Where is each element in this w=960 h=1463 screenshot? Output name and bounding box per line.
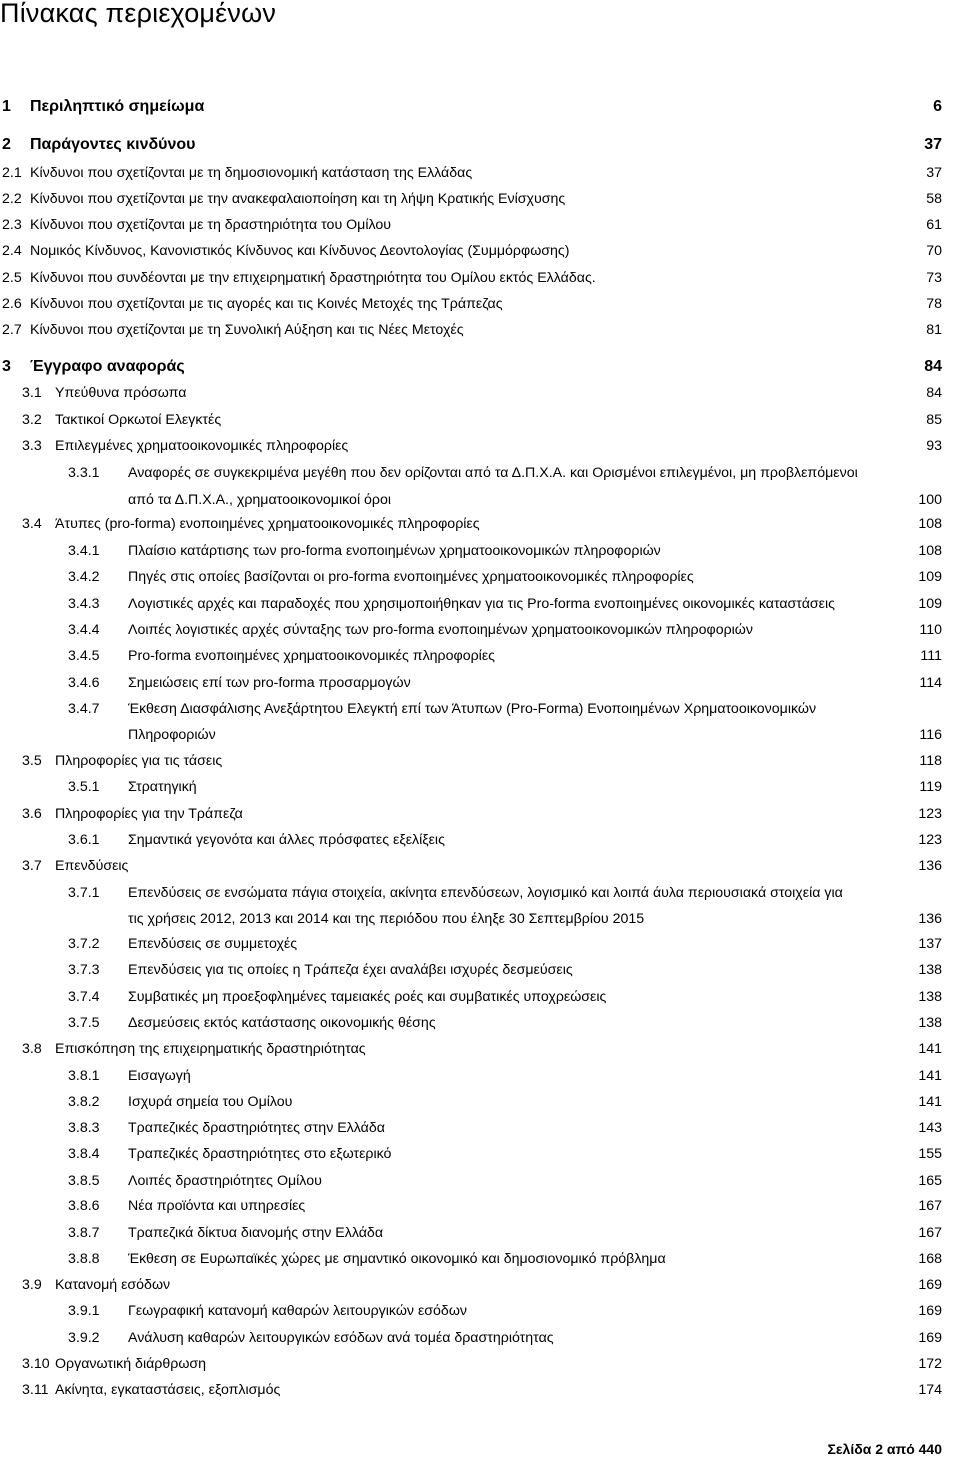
toc-entry[interactable] (0, 542, 960, 564)
toc-entry-title-continued: Πληροφοριών (128, 727, 216, 743)
toc-entry-title: Επιλεγμένες χρηματοοικονομικές πληροφορίες (55, 438, 349, 454)
toc-entry-number: 2.5 (2, 270, 22, 286)
toc-entry-title: Pro-forma ενοποιημένες χρηματοοικονομικές πληροφορίες (128, 648, 495, 664)
toc-entry-title: Νέα προϊόντα και υπηρεσίες (128, 1198, 306, 1214)
toc-entry-number: 3.5 (22, 753, 42, 769)
toc-entry-page-number: 100 (918, 492, 942, 508)
toc-entry[interactable] (0, 700, 960, 722)
toc-entry-number: 2.4 (2, 243, 22, 259)
toc-entry[interactable] (0, 242, 960, 264)
toc-entry-title: Λοιπές λογιστικές αρχές σύνταξης των pro-forma ενοποιημένων χρηματοοικονομικών πληροφοριών (128, 622, 753, 638)
toc-entry[interactable] (0, 437, 960, 459)
toc-entry-title: Επενδύσεις σε συμμετοχές (128, 936, 298, 952)
toc-entry-title: Αναφορές σε συγκεκριμένα μεγέθη που δεν ορίζονται από τα Δ.Π.Χ.Α. και Ορισμένοι επιλεγμένοι, μη προβλεπόμενοι (128, 465, 858, 481)
toc-entry-title: Κίνδυνοι που σχετίζονται με την ανακεφαλαιοποίηση και τη λήψη Κρατικής Ενίσχυσης (30, 191, 566, 207)
toc-entry[interactable] (0, 358, 960, 380)
toc-entry-title-continued: από τα Δ.Π.Χ.Α., χρηματοοικονομικοί όροι (128, 492, 392, 508)
toc-entry[interactable] (0, 647, 960, 669)
toc-entry-number: 2.2 (2, 191, 22, 207)
toc-entry-page-number: 111 (920, 648, 942, 664)
toc-entry-page-number: 165 (918, 1173, 942, 1189)
toc-entry-page-number: 58 (926, 191, 942, 207)
toc-entry[interactable] (0, 1224, 960, 1246)
toc-entry-number: 3.8 (22, 1041, 42, 1057)
toc-entry-title: Επενδύσεις (55, 858, 129, 874)
toc-entry-page-number: 155 (918, 1146, 942, 1162)
toc-entry-number: 3.4.1 (68, 543, 100, 559)
toc-entry-number: 3.4.2 (68, 569, 100, 585)
toc-entry-number: 3.4.4 (68, 622, 100, 638)
toc-entry-title: Τακτικοί Ορκωτοί Ελεγκτές (55, 412, 222, 428)
toc-entry-title: Επενδύσεις σε ενσώματα πάγια στοιχεία, ακίνητα επενδύσεων, λογισμικό και λοιπά άυλα περιουσιακά στοιχεία για (128, 885, 843, 901)
toc-entry-number: 3.6.1 (68, 832, 100, 848)
toc-entry-number: 2 (2, 136, 11, 153)
toc-entry-title: Επισκόπηση της επιχειρηματικής δραστηριότητας (55, 1041, 366, 1057)
toc-entry[interactable] (0, 321, 960, 343)
toc-entry-number: 2.6 (2, 296, 22, 312)
toc-entry-number: 3.8.5 (68, 1173, 100, 1189)
toc-entry-page-number: 84 (926, 385, 942, 401)
toc-entry-page-number: 108 (918, 543, 942, 559)
toc-entry[interactable] (0, 831, 960, 853)
toc-entry-title: Γεωγραφική κατανομή καθαρών λειτουργικών εσόδων (128, 1303, 467, 1319)
toc-entry[interactable] (0, 1250, 960, 1272)
toc-entry[interactable] (0, 1014, 960, 1036)
toc-entry-page-number: 138 (918, 962, 942, 978)
toc-entry-title: Κατανομή εσόδων (55, 1277, 171, 1293)
toc-entry-page-number: 138 (918, 1015, 942, 1031)
toc-entry[interactable] (0, 621, 960, 643)
toc-entry[interactable] (0, 1329, 960, 1351)
toc-entry-page-number: 6 (933, 98, 942, 115)
toc-entry[interactable] (0, 1355, 960, 1377)
toc-entry-title: Ανάλυση καθαρών λειτουργικών εσόδων ανά τομέα δραστηριότητας (128, 1330, 554, 1346)
toc-entry-number: 2.7 (2, 322, 22, 338)
toc-entry-page-number: 141 (918, 1094, 942, 1110)
toc-entry-number: 3.4 (22, 516, 42, 532)
toc-entry-title: Λογιστικές αρχές και παραδοχές που χρησιμοποιήθηκαν για τις Pro-forma ενοποιημένες οικονομικές καταστάσεις (128, 596, 835, 612)
toc-entry[interactable] (0, 1302, 960, 1324)
toc-entry-page-number: 169 (918, 1303, 942, 1319)
toc-entry-title-continued: τις χρήσεις 2012, 2013 και 2014 και της περιόδου που έληξε 30 Σεπτεμβρίου 2015 (128, 911, 645, 927)
toc-entry-number: 3.2 (22, 412, 42, 428)
toc-entry-title: Κίνδυνοι που σχετίζονται με τις αγορές και τις Κοινές Μετοχές της Τράπεζας (30, 296, 503, 312)
toc-entry-page-number: 70 (926, 243, 942, 259)
toc-entry-number: 3.9.2 (68, 1330, 100, 1346)
toc-entry-page-number: 84 (924, 358, 942, 375)
toc-entry-title: Κίνδυνοι που σχετίζονται με τη δραστηριότητα του Ομίλου (30, 217, 392, 233)
toc-entry-title: Νομικός Κίνδυνος, Κανονιστικός Κίνδυνος και Κίνδυνος Δεοντολογίας (Συμμόρφωσης) (30, 243, 570, 259)
toc-entry[interactable] (0, 136, 960, 158)
toc-entry[interactable] (0, 411, 960, 433)
toc-entry[interactable] (0, 190, 960, 212)
toc-entry-title: Λοιπές δραστηριότητες Ομίλου (128, 1173, 322, 1189)
toc-entry[interactable] (0, 98, 960, 120)
toc-entry-page-number: 141 (918, 1041, 942, 1057)
toc-entry-title: Περιληπτικό σημείωμα (30, 98, 205, 115)
toc-entry-page-number: 143 (918, 1120, 942, 1136)
toc-entry[interactable] (0, 674, 960, 696)
toc-entry-number: 3.8.3 (68, 1120, 100, 1136)
toc-entry-title: Ακίνητα, εγκαταστάσεις, εξοπλισμός (55, 1382, 281, 1398)
toc-entry-title: Επενδύσεις για τις οποίες η Τράπεζα έχει αναλάβει ισχυρές δεσμεύσεις (128, 962, 573, 978)
toc-entry[interactable] (0, 164, 960, 186)
toc-entry[interactable] (0, 752, 960, 774)
toc-entry-page-number: 138 (918, 989, 942, 1005)
toc-entry-title: Τραπεζικές δραστηριότητες στο εξωτερικό (128, 1146, 392, 1162)
toc-entry-page-number: 108 (918, 516, 942, 532)
toc-entry-title: Κίνδυνοι που σχετίζονται με τη δημοσιονομική κατάσταση της Ελλάδας (30, 165, 473, 181)
toc-entry-title: Σημαντικά γεγονότα και άλλες πρόσφατες εξελίξεις (128, 832, 445, 848)
toc-entry[interactable] (0, 961, 960, 983)
toc-entry[interactable] (0, 1093, 960, 1115)
toc-entry[interactable] (0, 805, 960, 827)
toc-entry-number: 3.7.3 (68, 962, 100, 978)
toc-entry-title: Τραπεζικά δίκτυα διανομής στην Ελλάδα (128, 1225, 384, 1241)
toc-entry[interactable] (0, 515, 960, 537)
toc-entry[interactable] (0, 384, 960, 406)
toc-entry-title: Τραπεζικές δραστηριότητες στην Ελλάδα (128, 1120, 385, 1136)
toc-entry-number: 3.7.5 (68, 1015, 100, 1031)
toc-entry-page-number: 109 (918, 569, 942, 585)
toc-entry-number: 3.7.1 (68, 885, 100, 901)
toc-entry[interactable] (0, 1119, 960, 1141)
toc-entry-title: Άτυπες (pro-forma) ενοποιημένες χρηματοοικονομικές πληροφορίες (55, 516, 480, 532)
toc-entry-number: 3.8.8 (68, 1251, 100, 1267)
toc-entry-page-number: 168 (918, 1251, 942, 1267)
toc-entry-title: Οργανωτική διάρθρωση (55, 1356, 207, 1372)
toc-entry-number: 3.8.4 (68, 1146, 100, 1162)
toc-entry-number: 3.3 (22, 438, 42, 454)
toc-entry-title: Παράγοντες κινδύνου (30, 136, 196, 153)
toc-entry[interactable] (0, 778, 960, 800)
page-footer: Σελίδα 2 από 440 (827, 1441, 942, 1457)
toc-entry-number: 3.3.1 (68, 465, 100, 481)
toc-entry-number: 3.7.2 (68, 936, 100, 952)
toc-entry-title: Έκθεση σε Ευρωπαϊκές χώρες με σημαντικό οικονομικό και δημοσιονομικό πρόβλημα (128, 1251, 666, 1267)
toc-entry-number: 3.9 (22, 1277, 42, 1293)
toc-entry[interactable] (0, 935, 960, 957)
toc-entry-number: 3.8.1 (68, 1068, 100, 1084)
toc-entry-continuation[interactable] (0, 491, 960, 513)
toc-entry-title: Κίνδυνοι που σχετίζονται με τη Συνολική Αύξηση και τις Νέες Μετοχές (30, 322, 464, 338)
toc-entry[interactable] (0, 1172, 960, 1194)
toc-entry-title: Πληροφορίες για την Τράπεζα (55, 806, 243, 822)
toc-entry-page-number: 116 (919, 727, 942, 743)
toc-entry-number: 3.7 (22, 858, 42, 874)
toc-entry-page-number: 109 (918, 596, 942, 612)
toc-entry-page-number: 118 (919, 753, 942, 769)
toc-entry-number: 2.3 (2, 217, 22, 233)
toc-entry-page-number: 93 (926, 438, 942, 454)
toc-entry-page-number: 141 (918, 1068, 942, 1084)
toc-entry[interactable] (0, 1040, 960, 1062)
toc-entry-page-number: 137 (918, 936, 942, 952)
toc-entry-number: 3.8.2 (68, 1094, 100, 1110)
toc-entry[interactable] (0, 464, 960, 486)
toc-entry-page-number: 174 (918, 1382, 942, 1398)
toc-entry-number: 2.1 (2, 165, 22, 181)
toc-entry-title: Έκθεση Διασφάλισης Ανεξάρτητου Ελεγκτή επί των Άτυπων (Pro-Forma) Ενοποιημένων Χρηματοοικονομικών (128, 701, 817, 717)
toc-entry-number: 1 (2, 98, 11, 115)
toc-entry-number: 3.4.7 (68, 701, 100, 717)
toc-entry-number: 3.7.4 (68, 989, 100, 1005)
toc-entry-title: Υπεύθυνα πρόσωπα (55, 385, 187, 401)
toc-entry[interactable] (0, 295, 960, 317)
toc-entry-number: 3.9.1 (68, 1303, 100, 1319)
toc-entry-page-number: 169 (918, 1330, 942, 1346)
toc-entry-number: 3.4.5 (68, 648, 100, 664)
toc-entry[interactable] (0, 1381, 960, 1403)
toc-entry[interactable] (0, 988, 960, 1010)
toc-entry-title: Δεσμεύσεις εκτός κατάστασης οικονομικής θέσης (128, 1015, 436, 1031)
toc-entry[interactable] (0, 884, 960, 906)
toc-entry-page-number: 73 (926, 270, 942, 286)
toc-entry-number: 3.11 (22, 1382, 49, 1398)
toc-entry-page-number: 169 (918, 1277, 942, 1293)
toc-entry-number: 3.4.6 (68, 675, 100, 691)
toc-entry-title: Ισχυρά σημεία του Ομίλου (128, 1094, 293, 1110)
toc-entry[interactable] (0, 568, 960, 590)
toc-entry-number: 3.6 (22, 806, 42, 822)
toc-entry-number: 3.8.7 (68, 1225, 100, 1241)
page-title: Πίνακας περιεχομένων (0, 0, 277, 28)
toc-entry[interactable] (0, 1276, 960, 1298)
toc-entry-page-number: 119 (919, 779, 942, 795)
toc-entry-continuation[interactable] (0, 910, 960, 932)
toc-entry-page-number: 167 (918, 1225, 942, 1241)
toc-entry-title: Πλαίσιο κατάρτισης των pro-forma ενοποιημένων χρηματοοικονομικών πληροφοριών (128, 543, 661, 559)
toc-entry-title: Εισαγωγή (128, 1068, 191, 1084)
toc-entry[interactable] (0, 1067, 960, 1089)
toc-entry-page-number: 110 (919, 622, 942, 638)
toc-entry-number: 3 (2, 358, 11, 375)
toc-entry-title: Πηγές στις οποίες βασίζονται οι pro-forma ενοποιημένες χρηματοοικονομικές πληροφορίες (128, 569, 694, 585)
toc-entry-title: Στρατηγική (128, 779, 197, 795)
toc-entry-page-number: 123 (918, 806, 942, 822)
toc-entry[interactable] (0, 595, 960, 617)
toc-entry-title: Έγγραφο αναφοράς (30, 358, 185, 375)
toc-entry-number: 3.1 (22, 385, 42, 401)
toc-entry-number: 3.5.1 (68, 779, 100, 795)
toc-entry[interactable] (0, 1145, 960, 1167)
toc-entry-page-number: 37 (926, 165, 942, 181)
toc-entry-number: 3.4.3 (68, 596, 100, 612)
toc-entry[interactable] (0, 857, 960, 879)
toc-entry-page-number: 37 (924, 136, 942, 153)
toc-entry-number: 3.8.6 (68, 1198, 100, 1214)
toc-entry-page-number: 136 (918, 858, 942, 874)
toc-entry-number: 3.10 (22, 1356, 50, 1372)
toc-entry[interactable] (0, 269, 960, 291)
toc-entry-continuation[interactable] (0, 726, 960, 748)
toc-entry-page-number: 123 (918, 832, 942, 848)
toc-entry-page-number: 78 (926, 296, 942, 312)
toc-entry-title: Σημειώσεις επί των pro-forma προσαρμογών (128, 675, 411, 691)
toc-entry-page-number: 81 (926, 322, 942, 338)
toc-entry-title: Συμβατικές μη προεξοφλημένες ταμειακές ροές και συμβατικές υποχρεώσεις (128, 989, 607, 1005)
toc-entry-title: Κίνδυνοι που συνδέονται με την επιχειρηματική δραστηριότητα του Ομίλου εκτός Ελλάδας. (30, 270, 596, 286)
toc-entry[interactable] (0, 216, 960, 238)
toc-entry-page-number: 61 (926, 217, 942, 233)
toc-entry-page-number: 136 (918, 911, 942, 927)
toc-entry-page-number: 114 (919, 675, 942, 691)
toc-entry-page-number: 172 (918, 1356, 942, 1372)
toc-entry-title: Πληροφορίες για τις τάσεις (55, 753, 223, 769)
toc-entry-page-number: 167 (918, 1198, 942, 1214)
toc-entry[interactable] (0, 1197, 960, 1219)
toc-entry-page-number: 85 (926, 412, 942, 428)
